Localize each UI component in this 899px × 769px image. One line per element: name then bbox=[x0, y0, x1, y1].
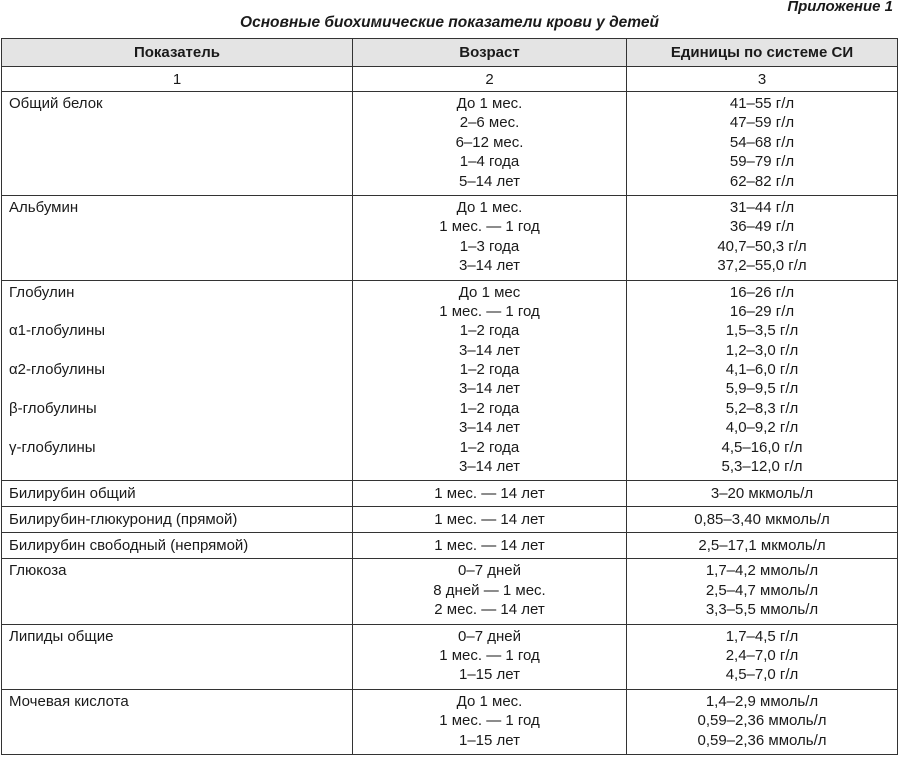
age-cell-line: 2–6 мес. bbox=[459, 114, 520, 132]
indicator-cell bbox=[2, 689, 353, 754]
units-cell bbox=[627, 92, 898, 196]
indicator-cell bbox=[2, 533, 353, 559]
units-cell-line: 59–79 г/л bbox=[729, 153, 795, 171]
units-cell-line: 4,0–9,2 г/л bbox=[725, 419, 799, 437]
page-title: Основные биохимические показатели крови у детей bbox=[240, 14, 659, 31]
table-row bbox=[2, 195, 898, 280]
column-number-row bbox=[2, 67, 898, 92]
age-cell-line: До 1 мес. bbox=[456, 692, 523, 710]
column-header-units: Единицы по системе СИ bbox=[627, 39, 898, 67]
units-cell-line: 1,2–3,0 г/л bbox=[725, 341, 799, 359]
indicator-cell-line: Глюкоза bbox=[9, 562, 67, 580]
age-cell-line: 3–14 лет bbox=[458, 341, 520, 359]
age-cell-line: 0–7 дней bbox=[458, 562, 521, 580]
units-cell bbox=[627, 689, 898, 754]
units-cell-line: 3,3–5,5 ммоль/л bbox=[705, 601, 819, 619]
units-cell-line: 37,2–55,0 г/л bbox=[717, 257, 807, 275]
indicator-cell-line: Билирубин-глюкуронид (прямой) bbox=[9, 511, 238, 529]
units-cell-line: 1,5–3,5 г/л bbox=[725, 322, 799, 340]
age-cell bbox=[353, 533, 627, 559]
line-spacer bbox=[9, 379, 346, 398]
indicator-cell-line: Общий белок bbox=[9, 95, 103, 112]
units-cell-line: 4,5–7,0 г/л bbox=[725, 666, 799, 684]
table-row bbox=[2, 559, 898, 624]
indicator-cell-line: γ-глобулины bbox=[9, 438, 96, 456]
header-row bbox=[2, 39, 898, 67]
table-row bbox=[2, 624, 898, 689]
age-cell bbox=[353, 280, 627, 481]
units-cell bbox=[627, 624, 898, 689]
units-cell-line: 16–26 г/л bbox=[729, 283, 795, 301]
age-cell-line: 0–7 дней bbox=[458, 627, 521, 645]
age-cell-line: 1–4 года bbox=[459, 153, 520, 171]
units-cell-line: 4,5–16,0 г/л bbox=[721, 438, 803, 456]
indicator-cell bbox=[2, 195, 353, 280]
indicator-cell bbox=[2, 280, 353, 481]
indicator-cell bbox=[2, 481, 353, 507]
table-row bbox=[2, 92, 898, 196]
indicator-cell-line: Глобулин bbox=[9, 283, 75, 301]
units-cell-line: 1,4–2,9 ммоль/л bbox=[705, 692, 819, 710]
column-number: 2 bbox=[353, 67, 627, 92]
indicator-cell bbox=[2, 559, 353, 624]
units-cell-line: 54–68 г/л bbox=[729, 133, 795, 151]
age-cell bbox=[353, 559, 627, 624]
units-cell bbox=[627, 559, 898, 624]
age-cell bbox=[353, 195, 627, 280]
age-cell-line: До 1 мес. bbox=[456, 95, 523, 112]
age-cell-line: 2 мес. — 14 лет bbox=[434, 601, 545, 619]
age-cell bbox=[353, 624, 627, 689]
age-cell-line: 5–14 лет bbox=[458, 172, 520, 190]
table-row bbox=[2, 481, 898, 507]
age-cell-line: 8 дней — 1 мес. bbox=[433, 581, 546, 599]
age-cell-line: До 1 мес bbox=[458, 283, 521, 301]
age-cell-line: 1 мес. — 14 лет bbox=[434, 537, 545, 555]
age-cell-line: 3–14 лет bbox=[458, 380, 520, 398]
units-cell-line: 62–82 г/л bbox=[729, 172, 795, 190]
indicator-cell bbox=[2, 507, 353, 533]
units-cell-line: 36–49 г/л bbox=[729, 218, 795, 236]
indicator-cell-line: α1-глобулины bbox=[9, 322, 106, 340]
units-cell bbox=[627, 481, 898, 507]
units-cell bbox=[627, 195, 898, 280]
indicator-cell-line: Билирубин свободный (непрямой) bbox=[9, 537, 249, 555]
age-cell bbox=[353, 507, 627, 533]
column-header-indicator: Показатель bbox=[2, 39, 353, 67]
units-cell-line: 0,85–3,40 мкмоль/л bbox=[694, 511, 830, 529]
units-cell-line: 41–55 г/л bbox=[729, 95, 795, 112]
units-cell bbox=[627, 280, 898, 481]
age-cell-line: 1 мес. — 1 год bbox=[439, 712, 540, 730]
units-cell-line: 16–29 г/л bbox=[729, 302, 795, 320]
units-cell-line: 2,4–7,0 г/л bbox=[725, 646, 799, 664]
units-cell-line: 4,1–6,0 г/л bbox=[725, 361, 799, 379]
units-cell bbox=[627, 507, 898, 533]
units-cell-line: 3–20 мкмоль/л bbox=[710, 485, 814, 503]
indicator-cell-line: Билирубин общий bbox=[9, 485, 136, 503]
column-number: 3 bbox=[627, 67, 898, 92]
age-cell-line: 1 мес. — 1 год bbox=[439, 302, 540, 320]
age-cell-line: 1–15 лет bbox=[458, 666, 520, 684]
units-cell-line: 5,2–8,3 г/л bbox=[725, 399, 799, 417]
age-cell-line: 3–14 лет bbox=[458, 419, 520, 437]
age-cell-line: 1 мес. — 14 лет bbox=[434, 511, 545, 529]
units-cell-line: 5,3–12,0 г/л bbox=[721, 458, 803, 476]
age-cell-line: 1–2 года bbox=[459, 322, 520, 340]
age-cell bbox=[353, 481, 627, 507]
age-cell-line: 1 мес. — 1 год bbox=[439, 646, 540, 664]
units-cell-line: 2,5–4,7 ммоль/л bbox=[705, 581, 819, 599]
indicator-cell-line: β-глобулины bbox=[9, 399, 97, 417]
age-cell-line: До 1 мес. bbox=[456, 198, 523, 216]
age-cell-line: 3–14 лет bbox=[458, 257, 520, 275]
indicator-cell-line: Альбумин bbox=[9, 198, 79, 216]
indicator-cell-line: Липиды общие bbox=[9, 627, 114, 645]
indicator-cell-line: Мочевая кислота bbox=[9, 692, 129, 710]
age-cell-line: 1–2 года bbox=[459, 361, 520, 379]
age-cell-line: 6–12 мес. bbox=[455, 133, 524, 151]
age-cell bbox=[353, 92, 627, 196]
units-cell-line: 5,9–9,5 г/л bbox=[725, 380, 799, 398]
age-cell-line: 1–2 года bbox=[459, 438, 520, 456]
indicator-cell bbox=[2, 92, 353, 196]
table-body bbox=[2, 67, 898, 755]
indicator-cell-line: α2-глобулины bbox=[9, 361, 106, 379]
age-cell-line: 1 мес. — 14 лет bbox=[434, 485, 545, 503]
line-spacer bbox=[9, 418, 346, 437]
table-row bbox=[2, 689, 898, 754]
age-cell bbox=[353, 689, 627, 754]
units-cell-line: 2,5–17,1 мкмоль/л bbox=[698, 537, 826, 555]
table-row bbox=[2, 280, 898, 481]
units-cell-line: 40,7–50,3 г/л bbox=[717, 237, 807, 255]
units-cell-line: 1,7–4,2 ммоль/л bbox=[705, 562, 819, 580]
line-spacer bbox=[9, 302, 346, 321]
units-cell bbox=[627, 533, 898, 559]
units-cell-line: 0,59–2,36 ммоль/л bbox=[697, 731, 827, 749]
line-spacer bbox=[9, 341, 346, 360]
age-cell-line: 1–2 года bbox=[459, 399, 520, 417]
units-cell-line: 31–44 г/л bbox=[729, 198, 795, 216]
column-number: 1 bbox=[2, 67, 353, 92]
table-row bbox=[2, 533, 898, 559]
units-cell-line: 1,7–4,5 г/л bbox=[725, 627, 799, 645]
biochem-table bbox=[1, 38, 898, 755]
appendix-label: Приложение 1 bbox=[787, 0, 893, 15]
units-cell-line: 47–59 г/л bbox=[729, 114, 795, 132]
age-cell-line: 3–14 лет bbox=[458, 458, 520, 476]
column-header-age: Возраст bbox=[353, 39, 627, 67]
table-row bbox=[2, 507, 898, 533]
units-cell-line: 0,59–2,36 ммоль/л bbox=[697, 712, 827, 730]
indicator-cell bbox=[2, 624, 353, 689]
age-cell-line: 1–15 лет bbox=[458, 731, 520, 749]
age-cell-line: 1–3 года bbox=[459, 237, 520, 255]
age-cell-line: 1 мес. — 1 год bbox=[439, 218, 540, 236]
